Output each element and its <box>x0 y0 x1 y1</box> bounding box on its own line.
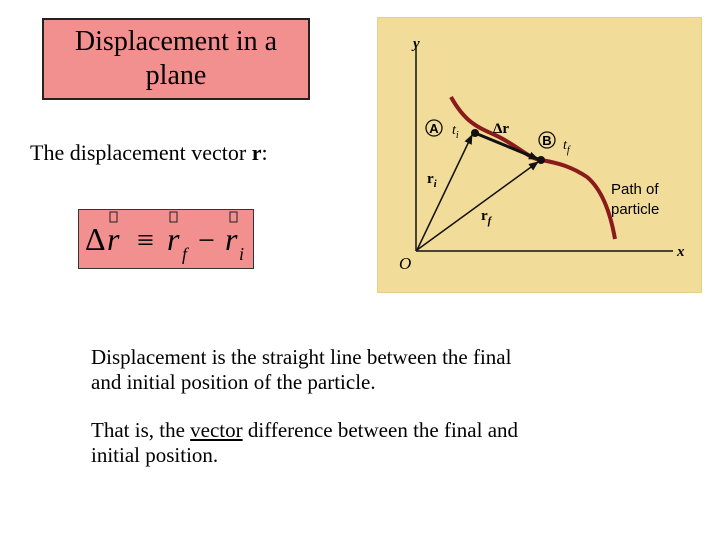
formula-box <box>78 209 254 269</box>
y-axis-label: y <box>413 36 420 52</box>
title-line-1: Displacement in a <box>74 26 278 57</box>
para2-line-2: initial position. <box>91 443 219 467</box>
particle-path <box>451 97 615 239</box>
intro-colon: : <box>261 140 268 165</box>
formula-equiv: ≡ <box>137 224 154 257</box>
r-i-vector <box>417 135 472 250</box>
r-f-vector <box>417 162 538 250</box>
path-label-line-1: Path of <box>611 181 659 198</box>
para2-line-1 <box>91 418 611 443</box>
formula-ri: r <box>225 221 238 257</box>
point-b-dot <box>537 156 545 164</box>
x-axis-label: x <box>677 244 685 260</box>
para2-underlined-word: vector <box>190 418 243 442</box>
title-box <box>42 18 310 100</box>
t-i-label: $t_i$ <box>452 123 459 141</box>
formula-svg <box>79 210 255 270</box>
formula-sub-i: i <box>239 244 245 264</box>
intro-vector-symbol: r <box>251 140 262 165</box>
para2-after: difference between the final and <box>242 418 519 442</box>
point-a-dot <box>471 129 479 137</box>
formula-rf: r <box>167 221 180 257</box>
displacement-figure <box>377 17 702 293</box>
intro-label: The displacement vector <box>30 140 252 165</box>
para1-line-2: and initial position of the particle. <box>91 370 376 394</box>
point-a-label: A <box>429 121 439 136</box>
r-i-label: $r_i$ <box>427 171 437 190</box>
t-f-label: $t_f$ <box>563 138 570 156</box>
para1-line-1: Displacement is the straight line between the final <box>91 345 512 369</box>
paragraph-vector-difference <box>91 418 611 468</box>
point-b-label: B <box>542 133 552 148</box>
path-label-line-2: particle <box>611 201 660 218</box>
formula-delta: Δ <box>85 221 106 257</box>
title-line-2: plane <box>145 60 207 91</box>
delta-r-label: Δr <box>493 121 510 137</box>
paragraph-definition <box>91 345 611 395</box>
figure-svg <box>377 17 702 293</box>
formula-sub-f: f <box>182 244 188 264</box>
intro-text <box>30 140 268 166</box>
para2-before: That is, the <box>91 418 191 442</box>
page-title <box>75 25 277 93</box>
r-f-label: $r_f$ <box>481 208 492 227</box>
formula-minus: − <box>198 224 215 257</box>
origin-label: O <box>399 254 412 273</box>
formula-r: r <box>107 221 120 257</box>
